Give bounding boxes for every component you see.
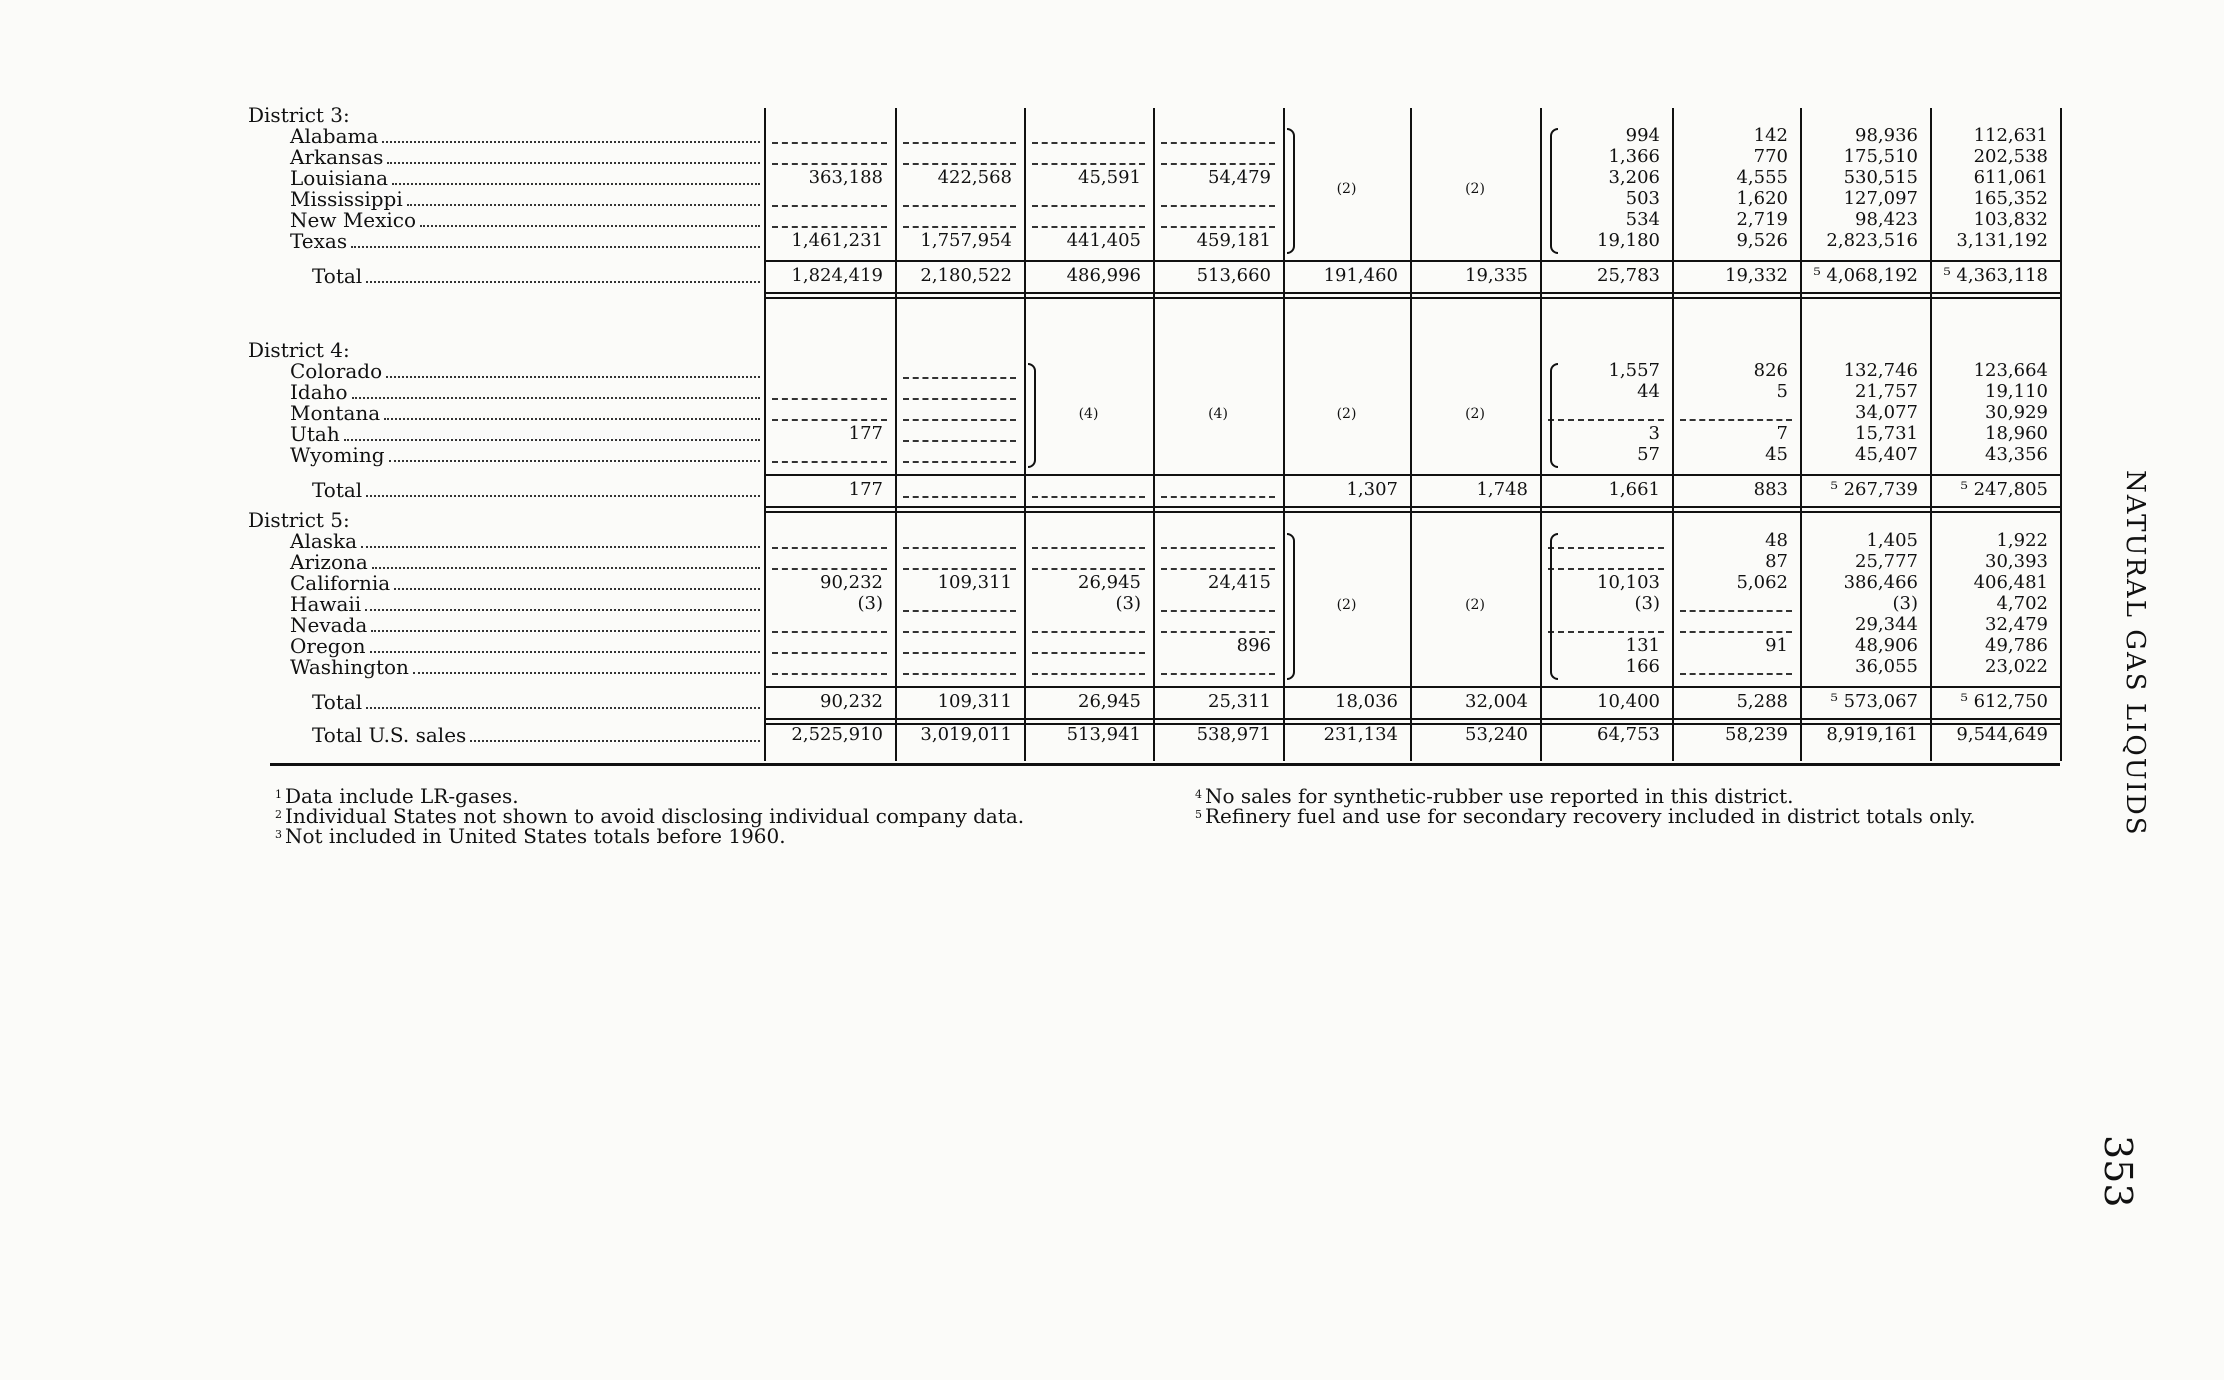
table-cell: 19,180 (1597, 230, 1660, 251)
table-cell: 103,832 (1973, 209, 2048, 230)
total-label: Total (312, 478, 363, 502)
table-cell: 9,544,649 (1956, 724, 2048, 745)
table-cell: 534 (1625, 209, 1660, 230)
table-cell: (3) (1892, 593, 1918, 614)
leader-dots (470, 740, 760, 742)
table-cell: 5,288 (1736, 691, 1788, 712)
table-cell: 486,996 (1066, 265, 1141, 286)
cell-empty-dash (903, 377, 1016, 379)
column-rule (1024, 108, 1026, 761)
table-cell: 1,757,954 (920, 230, 1012, 251)
group-brace (1028, 363, 1036, 468)
cell-empty-dash (1680, 673, 1792, 675)
table-cell: 2,719 (1736, 209, 1788, 230)
table-cell: 48 (1765, 530, 1788, 551)
cell-empty-dash (1161, 142, 1275, 144)
table-cell: 5,062 (1736, 572, 1788, 593)
column-rule (1930, 108, 1932, 761)
table-cell: 10,103 (1597, 572, 1660, 593)
table-cell: 503 (1625, 188, 1660, 209)
table-bottom-rule (270, 763, 2060, 766)
leader-dots (387, 162, 760, 164)
cell-empty-dash (903, 610, 1016, 612)
total-rule (764, 297, 2060, 299)
total-rule (764, 718, 2060, 720)
cell-empty-dash (1161, 568, 1275, 570)
cell-empty-dash (1032, 496, 1145, 498)
table-cell: 109,311 (937, 691, 1012, 712)
table-cell: 1,557 (1608, 360, 1660, 381)
table-cell: 4,702 (1996, 593, 2048, 614)
cell-empty-dash (1032, 631, 1145, 633)
table-cell: 142 (1753, 125, 1788, 146)
cell-empty-dash (772, 461, 887, 463)
table-cell: ⁵ 267,739 (1830, 479, 1918, 500)
column-rule (2060, 108, 2062, 761)
table-cell: 36,055 (1855, 656, 1918, 677)
table-cell: 109,311 (937, 572, 1012, 593)
state-label: Colorado (290, 359, 383, 383)
page-number: 353 (2096, 1135, 2140, 1208)
state-label: Wyoming (290, 443, 385, 467)
cell-empty-dash (772, 673, 887, 675)
footnote-text: No sales for synthetic-rubber use reported in this district. (1205, 784, 1794, 808)
table-cell: 165,352 (1973, 188, 2048, 209)
state-label: Washington (290, 655, 409, 679)
total-rule (764, 686, 2060, 688)
table-cell: 53,240 (1465, 724, 1528, 745)
table-cell: 1,748 (1476, 479, 1528, 500)
leader-dots (371, 630, 760, 632)
cell-empty-dash (903, 547, 1016, 549)
table-cell: 49,786 (1985, 635, 2048, 656)
total-rule (764, 292, 2060, 294)
leader-dots (366, 707, 760, 709)
table-cell: 191,460 (1323, 265, 1398, 286)
table-cell: 441,405 (1066, 230, 1141, 251)
cell-empty-dash (772, 205, 887, 207)
cell-empty-dash (1548, 419, 1664, 421)
table-cell: 90,232 (820, 572, 883, 593)
table-cell: 21,757 (1855, 381, 1918, 402)
leader-dots (413, 672, 760, 674)
state-label: Oregon (290, 634, 366, 658)
footnote-ref: (2) (1465, 596, 1485, 613)
footnote-text: Refinery fuel and use for secondary recovery included in district totals only. (1205, 804, 1976, 828)
table-cell: 25,311 (1208, 691, 1271, 712)
table-cell: 19,332 (1725, 265, 1788, 286)
table-cell: 25,777 (1855, 551, 1918, 572)
footnote (1195, 785, 1794, 806)
table-cell: 45,407 (1855, 444, 1918, 465)
cell-empty-dash (1032, 142, 1145, 144)
leader-dots (344, 439, 760, 441)
cell-empty-dash (903, 163, 1016, 165)
table-cell: 3 (1648, 423, 1660, 444)
leader-dots (365, 609, 760, 611)
table-cell: 2,823,516 (1826, 230, 1918, 251)
cell-empty-dash (1161, 631, 1275, 633)
cell-empty-dash (903, 631, 1016, 633)
total-rule (764, 474, 2060, 476)
column-rule (895, 108, 897, 761)
table-cell: 826 (1753, 360, 1788, 381)
column-rule (1540, 108, 1542, 761)
cell-empty-dash (1161, 610, 1275, 612)
district-heading: District 3: (248, 103, 350, 127)
table-cell: 896 (1236, 635, 1271, 656)
table-cell: 538,971 (1196, 724, 1271, 745)
footnote-ref: (2) (1465, 181, 1485, 197)
state-label: Louisiana (290, 166, 388, 190)
table-cell: (3) (1115, 593, 1141, 614)
total-rule (764, 260, 2060, 262)
leader-dots (384, 418, 760, 420)
table-cell: 127,097 (1843, 188, 1918, 209)
cell-empty-dash (1032, 568, 1145, 570)
table-cell: 10,400 (1597, 691, 1660, 712)
table-cell: ⁵ 247,805 (1960, 479, 2048, 500)
leader-dots (352, 397, 760, 399)
column-rule (1672, 108, 1674, 761)
table-cell: ⁵ 4,363,118 (1943, 265, 2048, 286)
state-label: Utah (290, 422, 340, 446)
table-cell: ⁵ 4,068,192 (1813, 265, 1918, 286)
table-cell: 18,960 (1985, 423, 2048, 444)
cell-empty-dash (1032, 547, 1145, 549)
footnote-text: Not included in United States totals before 1960. (285, 824, 786, 848)
table-cell: 44 (1637, 381, 1660, 402)
district-heading: District 5: (248, 508, 350, 532)
cell-empty-dash (903, 142, 1016, 144)
cell-empty-dash (1032, 205, 1145, 207)
state-label: Hawaii (290, 592, 362, 616)
leader-dots (382, 141, 760, 143)
cell-empty-dash (1548, 631, 1664, 633)
leader-dots (392, 183, 760, 185)
cell-empty-dash (772, 226, 887, 228)
cell-empty-dash (772, 163, 887, 165)
table-cell: 406,481 (1973, 572, 2048, 593)
leader-dots (389, 460, 760, 462)
footnote-ref: (2) (1336, 405, 1357, 422)
running-title: NATURAL GAS LIQUIDS (2120, 470, 2150, 837)
table-cell: 25,783 (1597, 265, 1660, 286)
cell-empty-dash (772, 142, 887, 144)
state-label: Nevada (290, 613, 368, 637)
table-cell: 29,344 (1855, 614, 1918, 635)
table-cell: 530,515 (1843, 167, 1918, 188)
column-rule (1283, 108, 1285, 761)
cell-empty-dash (903, 419, 1016, 421)
cell-empty-dash (1161, 226, 1275, 228)
footnote-mark: 2 (275, 808, 282, 821)
table-cell: 1,824,419 (791, 265, 883, 286)
table-cell: 57 (1637, 444, 1660, 465)
table-cell: 1,307 (1346, 479, 1398, 500)
table-cell: 1,661 (1608, 479, 1660, 500)
group-brace (1550, 128, 1558, 254)
table-cell: 994 (1625, 125, 1660, 146)
table-cell: 8,919,161 (1826, 724, 1918, 745)
table-cell: 18,036 (1335, 691, 1398, 712)
leader-dots (386, 376, 760, 378)
group-brace (1550, 533, 1558, 680)
footnote-text: Individual States not shown to avoid disclosing individual company data. (285, 804, 1025, 828)
table-cell: 19,335 (1465, 265, 1528, 286)
cell-empty-dash (903, 568, 1016, 570)
cell-empty-dash (1161, 496, 1275, 498)
table-cell: 87 (1765, 551, 1788, 572)
table-cell: 26,945 (1078, 691, 1141, 712)
footnote-mark: 4 (1195, 788, 1202, 801)
cell-empty-dash (772, 631, 887, 633)
table-cell: 45,591 (1078, 167, 1141, 188)
cell-empty-dash (1032, 652, 1145, 654)
footnote-ref: (2) (1336, 596, 1357, 613)
table-cell: 32,479 (1985, 614, 2048, 635)
column-rule (764, 108, 766, 761)
table-cell: 363,188 (808, 167, 883, 188)
state-label: Mississippi (290, 187, 403, 211)
district-heading: District 4: (248, 338, 350, 362)
cell-empty-dash (1548, 547, 1664, 549)
table-cell: 1,405 (1866, 530, 1918, 551)
table-cell: 1,620 (1736, 188, 1788, 209)
footnote-mark: 1 (275, 788, 282, 801)
table-cell: 24,415 (1208, 572, 1271, 593)
table-cell: 26,945 (1078, 572, 1141, 593)
table-cell: 7 (1776, 423, 1788, 444)
grand-total-label: Total U.S. sales (312, 723, 467, 747)
state-label: Alaska (290, 529, 358, 553)
leader-dots (351, 246, 760, 248)
cell-empty-dash (1161, 205, 1275, 207)
footnote-text: Data include LR-gases. (285, 784, 519, 808)
column-rule (1800, 108, 1802, 761)
table-cell: 98,936 (1855, 125, 1918, 146)
table-cell: 43,356 (1985, 444, 2048, 465)
cell-empty-dash (903, 226, 1016, 228)
table-cell: 30,393 (1985, 551, 2048, 572)
state-label: Idaho (290, 380, 348, 404)
state-label: Arizona (290, 550, 368, 574)
cell-empty-dash (1680, 610, 1792, 612)
footnote (275, 825, 786, 846)
group-brace (1287, 533, 1295, 680)
table-cell: 231,134 (1323, 724, 1398, 745)
table-cell: (3) (1634, 593, 1660, 614)
leader-dots (407, 204, 760, 206)
table-cell: 1,922 (1996, 530, 2048, 551)
table-cell: 90,232 (820, 691, 883, 712)
cell-empty-dash (1548, 568, 1664, 570)
footnote-ref: (4) (1078, 405, 1099, 422)
table-cell: 32,004 (1465, 691, 1528, 712)
cell-empty-dash (1032, 673, 1145, 675)
table-cell: 3,206 (1608, 167, 1660, 188)
footnote-mark: 3 (275, 828, 282, 841)
table-cell: 459,181 (1196, 230, 1271, 251)
column-rule (1410, 108, 1412, 761)
table-cell: 132,746 (1843, 360, 1918, 381)
cell-empty-dash (903, 461, 1016, 463)
table-cell: 4,555 (1736, 167, 1788, 188)
table-cell: 5 (1776, 381, 1788, 402)
total-rule (764, 511, 2060, 513)
table-cell: (3) (857, 593, 883, 614)
table-cell: 177 (848, 423, 883, 444)
table-cell: 175,510 (1843, 146, 1918, 167)
table-cell: 1,461,231 (791, 230, 883, 251)
table-cell: 513,660 (1196, 265, 1271, 286)
table-cell: 883 (1753, 479, 1788, 500)
table-cell: 112,631 (1973, 125, 2048, 146)
group-brace (1287, 128, 1295, 254)
leader-dots (420, 225, 760, 227)
table-cell: 131 (1625, 635, 1660, 656)
table-cell: 23,022 (1985, 656, 2048, 677)
state-label: Arkansas (290, 145, 384, 169)
leader-dots (394, 588, 760, 590)
leader-dots (366, 281, 760, 283)
table-cell: 48,906 (1855, 635, 1918, 656)
total-label: Total (312, 264, 363, 288)
table-cell: 34,077 (1855, 402, 1918, 423)
table-cell: 58,239 (1725, 724, 1788, 745)
table-cell: 422,568 (937, 167, 1012, 188)
table-cell: 19,110 (1985, 381, 2048, 402)
table-cell: 98,423 (1855, 209, 1918, 230)
table-cell: 611,061 (1973, 167, 2048, 188)
table-cell: 177 (848, 479, 883, 500)
state-label: Texas (290, 229, 348, 253)
table-cell: 9,526 (1736, 230, 1788, 251)
table-cell: 30,929 (1985, 402, 2048, 423)
cell-empty-dash (1680, 419, 1792, 421)
table-cell: 15,731 (1855, 423, 1918, 444)
cell-empty-dash (772, 652, 887, 654)
table-cell: 166 (1625, 656, 1660, 677)
cell-empty-dash (1161, 673, 1275, 675)
footnote-ref: (2) (1336, 181, 1357, 197)
footnote (1195, 805, 1975, 826)
cell-empty-dash (772, 568, 887, 570)
column-rule (1153, 108, 1155, 761)
state-label: Alabama (290, 124, 379, 148)
cell-empty-dash (772, 419, 887, 421)
table-cell: 513,941 (1066, 724, 1141, 745)
cell-empty-dash (903, 205, 1016, 207)
state-label: Montana (290, 401, 381, 425)
state-label: New Mexico (290, 208, 417, 232)
table-cell: 54,479 (1208, 167, 1271, 188)
table-cell: 3,131,192 (1956, 230, 2048, 251)
cell-empty-dash (772, 398, 887, 400)
cell-empty-dash (772, 547, 887, 549)
cell-empty-dash (1680, 631, 1792, 633)
table-cell: 770 (1753, 146, 1788, 167)
table-cell: 3,019,011 (920, 724, 1012, 745)
total-rule (764, 506, 2060, 508)
table-cell: 45 (1765, 444, 1788, 465)
group-brace (1550, 363, 1558, 468)
footnote-ref: (4) (1208, 405, 1228, 422)
cell-empty-dash (903, 673, 1016, 675)
table-cell: 123,664 (1973, 360, 2048, 381)
table-cell: 2,525,910 (791, 724, 883, 745)
table-cell: 64,753 (1597, 724, 1660, 745)
total-label: Total (312, 690, 363, 714)
table-cell: 202,538 (1973, 146, 2048, 167)
footnote (275, 785, 519, 806)
table-cell: 386,466 (1843, 572, 1918, 593)
table-cell: ⁵ 573,067 (1830, 691, 1918, 712)
table-cell: 2,180,522 (920, 265, 1012, 286)
cell-empty-dash (903, 440, 1016, 442)
state-label: California (290, 571, 391, 595)
table-cell: ⁵ 612,750 (1960, 691, 2048, 712)
leader-dots (372, 567, 760, 569)
footnote (275, 805, 1024, 826)
leader-dots (370, 651, 760, 653)
cell-empty-dash (903, 398, 1016, 400)
cell-empty-dash (1032, 163, 1145, 165)
cell-empty-dash (903, 652, 1016, 654)
cell-empty-dash (1032, 226, 1145, 228)
leader-dots (366, 495, 760, 497)
table-cell: 1,366 (1608, 146, 1660, 167)
footnote-mark: 5 (1195, 808, 1202, 821)
leader-dots (361, 546, 760, 548)
cell-empty-dash (1161, 547, 1275, 549)
cell-empty-dash (903, 496, 1016, 498)
cell-empty-dash (1161, 163, 1275, 165)
footnote-ref: (2) (1465, 405, 1485, 422)
table-cell: 91 (1765, 635, 1788, 656)
